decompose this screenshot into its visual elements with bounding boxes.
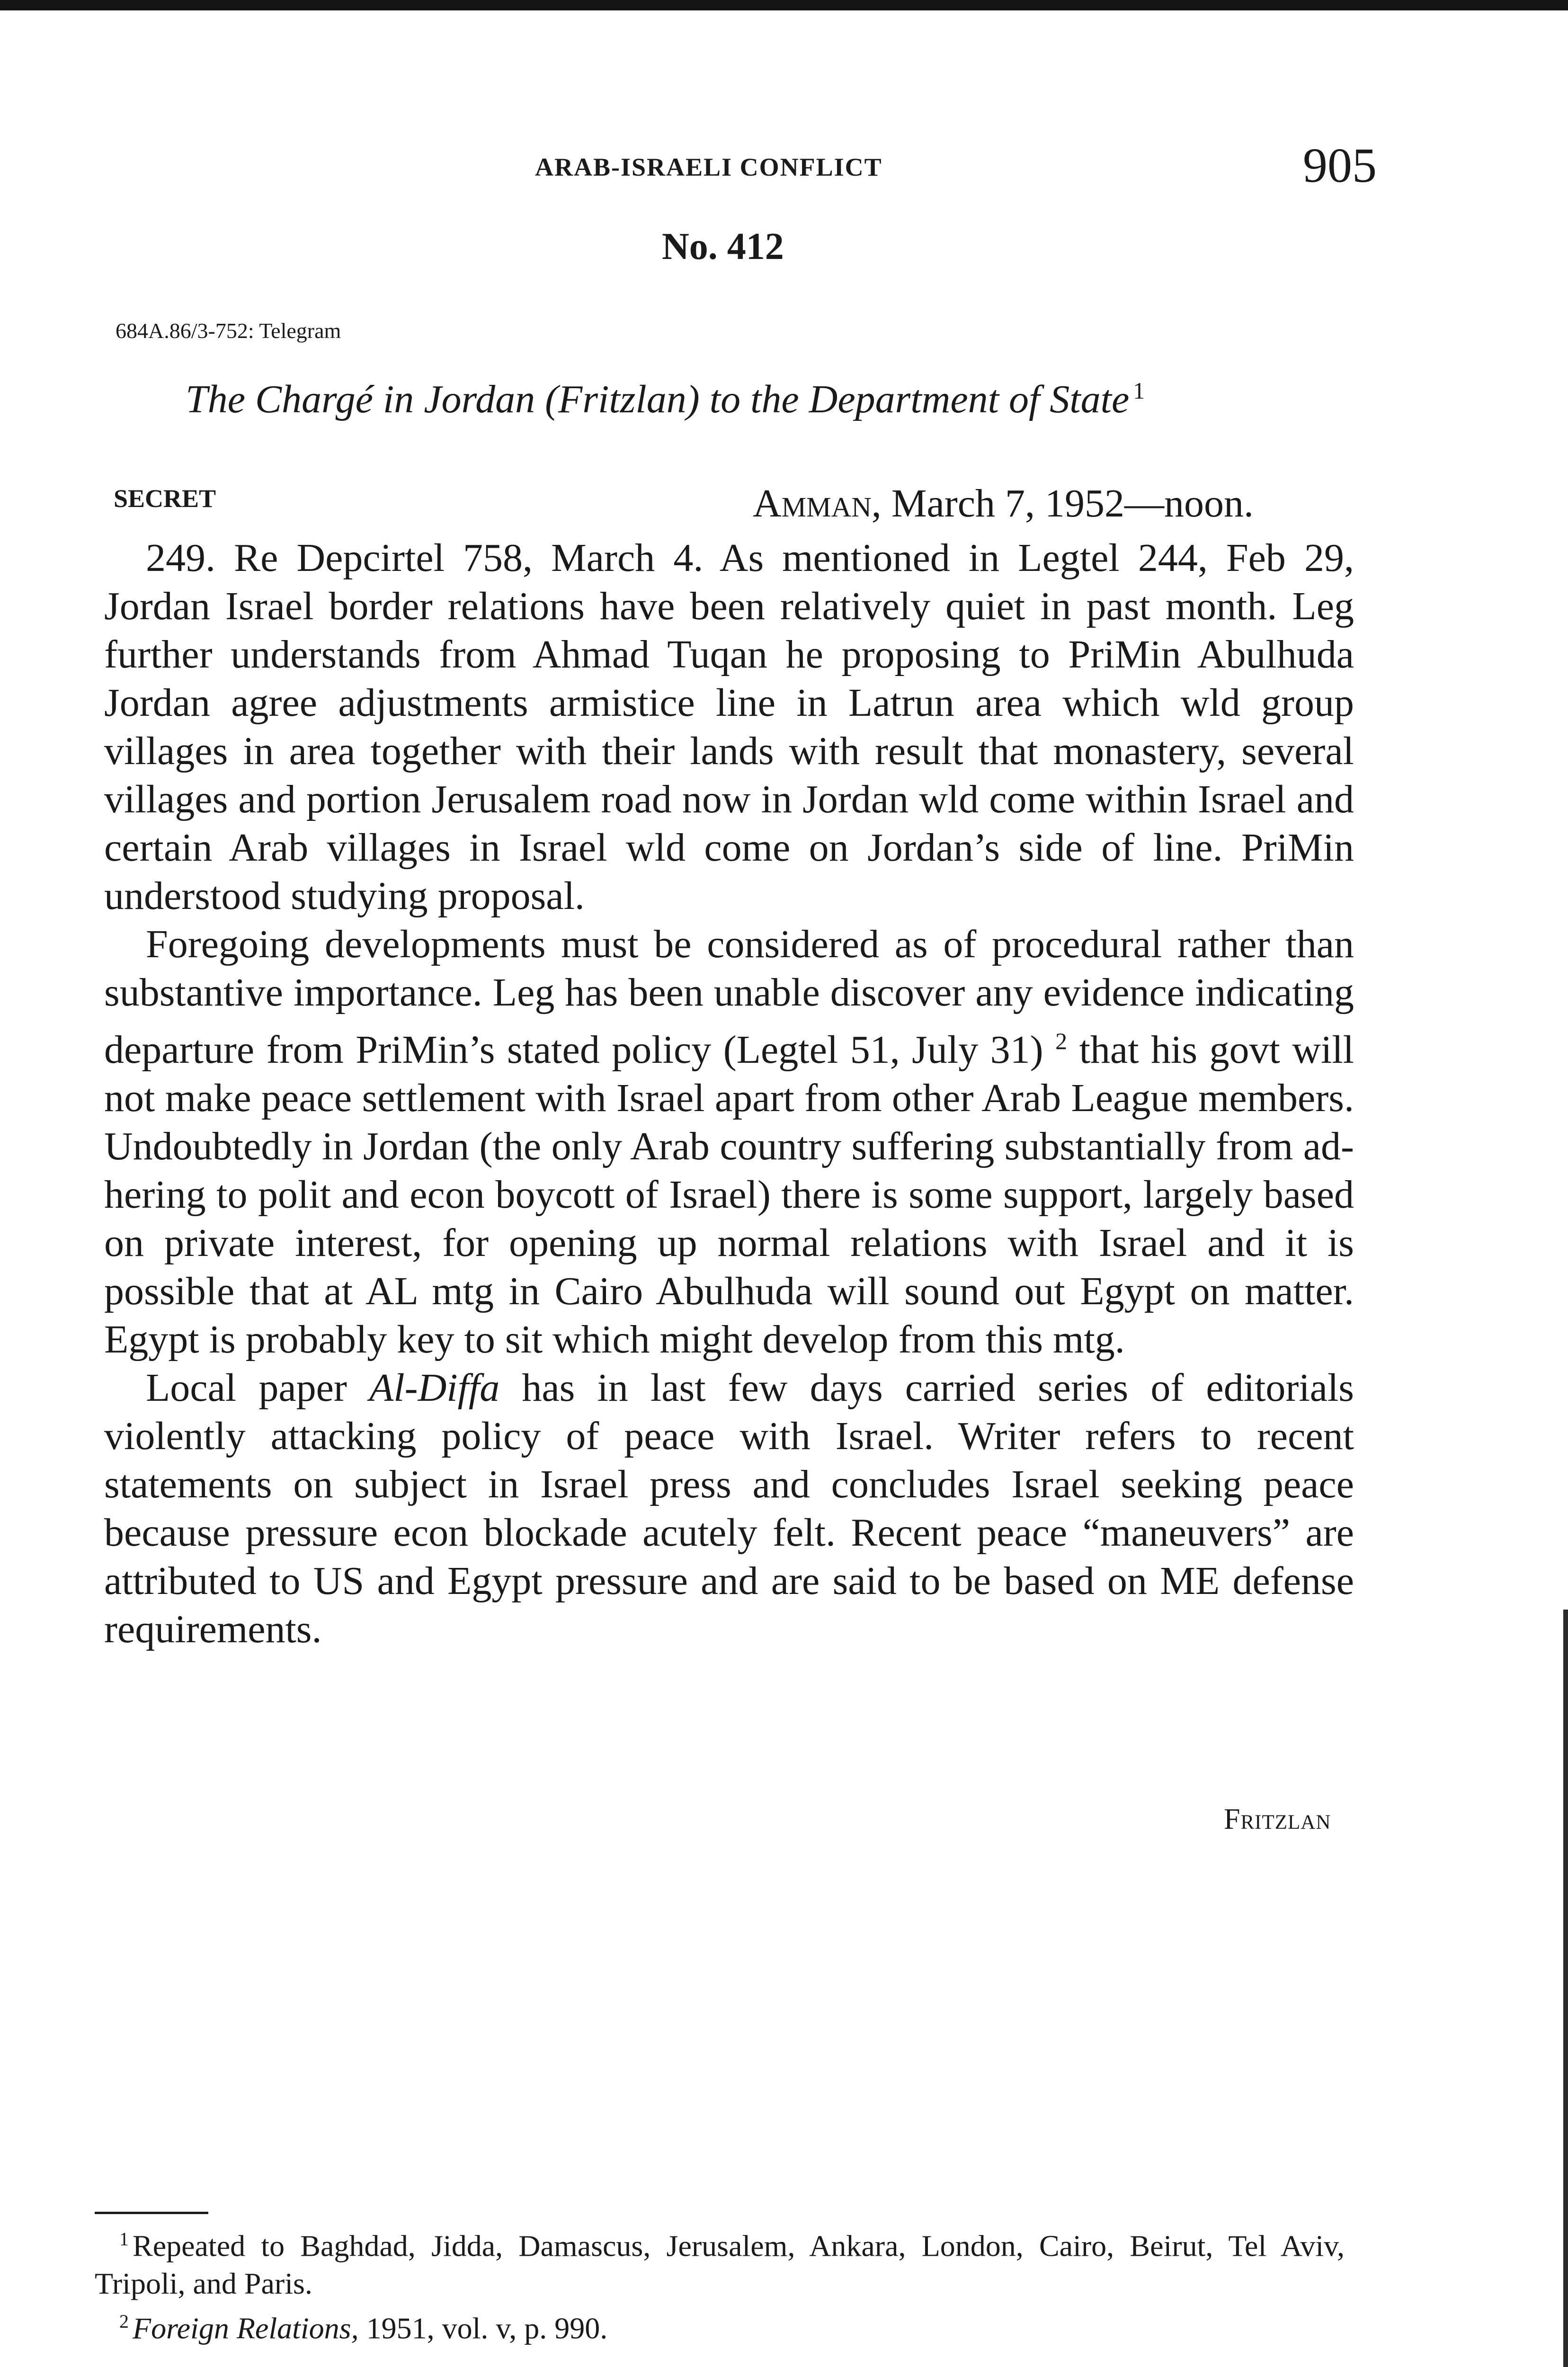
paragraph-2-text-a: Foregoing developments must be considered as of procedural rather than substantive importance. Leg has been unable discover any evidence indicating departure from PriMin’s stated policy (Legtel 51, July 31) <box>104 922 1354 1072</box>
paragraph-3-text-b: has in last few days carried series of editorials violently attacking policy of peace with Israel. Writer refers to recent statements on subject in Israel press and concludes Israel seeking peace because pressure econ blockade acutely felt. Recent peace “maneuvers” are attributed to US and Egypt pressure and are said to be based on ME defense requirements. <box>104 1366 1354 1651</box>
classification-label: SECRET <box>114 484 216 513</box>
paragraph-3-text-a: Local paper <box>146 1366 347 1410</box>
dateline <box>753 481 1254 526</box>
file-reference: 684A.86/3-752: Telegram <box>116 319 341 343</box>
page-number: 905 <box>1303 138 1377 193</box>
document-title <box>186 376 1145 422</box>
footnote-1-text: Repeated to Baghdad, Jidda, Damascus, Jerusalem, Ankara, London, Cairo, Beirut, Tel Aviv, Tripoli, and Paris. <box>95 2229 1345 2301</box>
paragraph-3 <box>104 1364 1354 1654</box>
footnote-2-mark: 2 <box>119 2311 129 2332</box>
footnote-1 <box>95 2220 1345 2303</box>
right-edge-shadow <box>1563 1610 1568 2367</box>
newspaper-name: Al-Diffa <box>369 1366 500 1410</box>
footnote-mark: 1 <box>1133 377 1145 404</box>
footnote-2 <box>95 2303 1345 2347</box>
signature: Fritzlan <box>1224 1803 1331 1835</box>
footnote-divider <box>95 2212 208 2214</box>
footnote-1-mark: 1 <box>119 2228 129 2250</box>
document-title-text: The Chargé in Jordan (Fritzlan) to the Department of State <box>186 377 1130 421</box>
telegram-body <box>104 534 1354 1654</box>
top-border <box>0 0 1568 10</box>
dateline-date: March 7, 1952—noon. <box>891 481 1254 525</box>
footnote-2-source: Foreign Relations, <box>133 2311 359 2345</box>
running-head: ARAB-ISRAELI CONFLICT <box>535 153 882 181</box>
document-number: No. 412 <box>662 226 784 267</box>
paragraph-2-text-b: that his govt will not make peace settlement with Israel apart from other Arab League members. Undoubtedly in Jordan (the only Arab country suffering substantially from adhering to polit and econ boycott of Israel) there is some support, largely based on private interest, for opening up normal relations with Israel and it is possible that at AL mtg in Cairo Abulhuda will sound out Egypt on matter. Egypt is probably key to sit which might develop from this mtg. <box>104 1028 1354 1361</box>
paragraph-1: 249. Re Depcirtel 758, March 4. As mentioned in Legtel 244, Feb 29, Jordan Israel border relations have been relatively quiet in past month. Leg further understands from Ahmad Tuqan he proposing to PriMin Abulhuda Jordan agree adjustments armistice line in Latrun area which wld group villages in area together with their lands with result that monastery, several villages and portion Jerusalem road now in Jordan wld come within Israel and certain Arab villages in Israel wld come on Jordan’s side of line. PriMin understood studying proposal. <box>104 536 1354 918</box>
dateline-place: Amman, <box>753 481 882 525</box>
paragraph-2 <box>104 920 1354 1364</box>
footnotes <box>95 2220 1345 2348</box>
footnote-mark: 2 <box>1055 1028 1068 1054</box>
footnote-2-text: 1951, vol. v, p. 990. <box>366 2311 608 2345</box>
